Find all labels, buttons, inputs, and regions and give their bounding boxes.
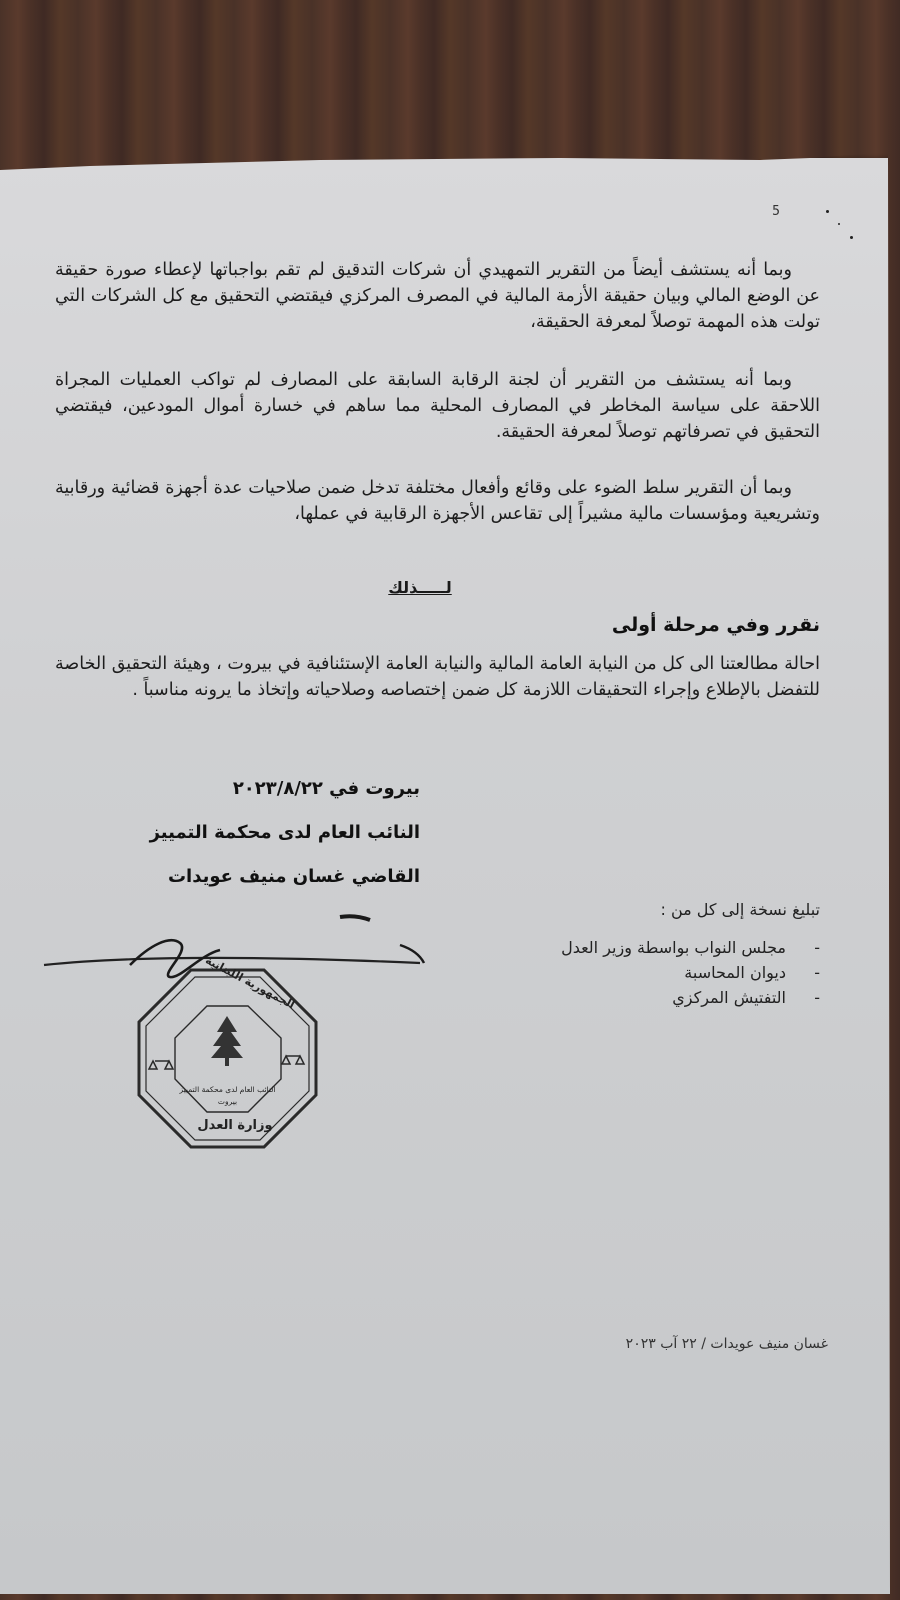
stamp-outer-text-bottom: وزارة العدل (197, 1118, 273, 1133)
cc-item: -ديوان المحاسبة (684, 963, 820, 982)
punch-mark (826, 210, 829, 213)
decision-title: نقرر وفي مرحلة أولى (611, 614, 820, 636)
cc-item: -مجلس النواب بواسطة وزير العدل (561, 938, 820, 957)
footer-line: غسان منيف عويدات / ٢٢ آب ٢٠٢٣ (625, 1336, 828, 1352)
paragraph-1: وبما أنه يستشف أيضاً من التقرير التمهيدي أن شركات التدقيق لم تقم بواجباتها لإعطاء صورة حقيقة عن الوضع المالي وبيان حقيقة الأزمة المالية في المصرف المركزي فيقتضي التحقيق مع كل الشركات التي تولت هذه المهمة توصلاً لمعرفة الحقيقة، (55, 260, 820, 332)
cc-title: تبليغ نسخة إلى كل من : (660, 900, 820, 919)
stamp-outer-text-top: الجمهورية اللبنانية (203, 953, 297, 1012)
paragraph-3: وبما أن التقرير سلط الضوء على وقائع وأفعال مختلفة تدخل ضمن صلاحيات عدة أجهزة قضائية ورقابية وتشريعية ومؤسسات مالية مشيراً إلى تقاعس الأجهزة الرقابية في عملها، (55, 478, 820, 524)
signature-title: النائب العام لدى محكمة التمييز (149, 822, 420, 843)
official-stamp: النائب العام لدى محكمة التمييز بيروت الجمهورية اللبنانية وزارة العدل (135, 966, 320, 1151)
signature-name: القاضي غسان منيف عويدات (167, 866, 420, 887)
cc-list (561, 935, 820, 1010)
decision-text: احالة مطالعتنا الى كل من النيابة العامة المالية والنيابة العامة الإستئنافية في بيروت ، وهيئة التحقيق الخاصة للتفضل بالإطلاع وإجراء التحقيقات اللازمة كل ضمن إختصاصه وصلاحياته وإتخاذ ما يرونه مناسباً . (55, 654, 820, 700)
signature-place-date: بيروت في ٢٠٢٣/٨/٢٢ (232, 778, 420, 799)
page-number: 5 (772, 204, 780, 219)
paragraph-2: وبما أنه يستشف من التقرير أن لجنة الرقابة السابقة على المصارف لم تواكب العمليات المجراة اللاحقة على سياسة المخاطر في المصارف المحلية مما ساهم في خسارة أموال المودعين، فيقتضي التحقيق في تصرفاتهم توصلاً لمعرفة الحقيقة. (55, 370, 820, 442)
punch-mark (838, 223, 840, 225)
cc-item: -التفتيش المركزي (672, 988, 820, 1007)
therefore-heading: لـــــذلك (388, 578, 452, 597)
punch-mark (850, 236, 853, 239)
